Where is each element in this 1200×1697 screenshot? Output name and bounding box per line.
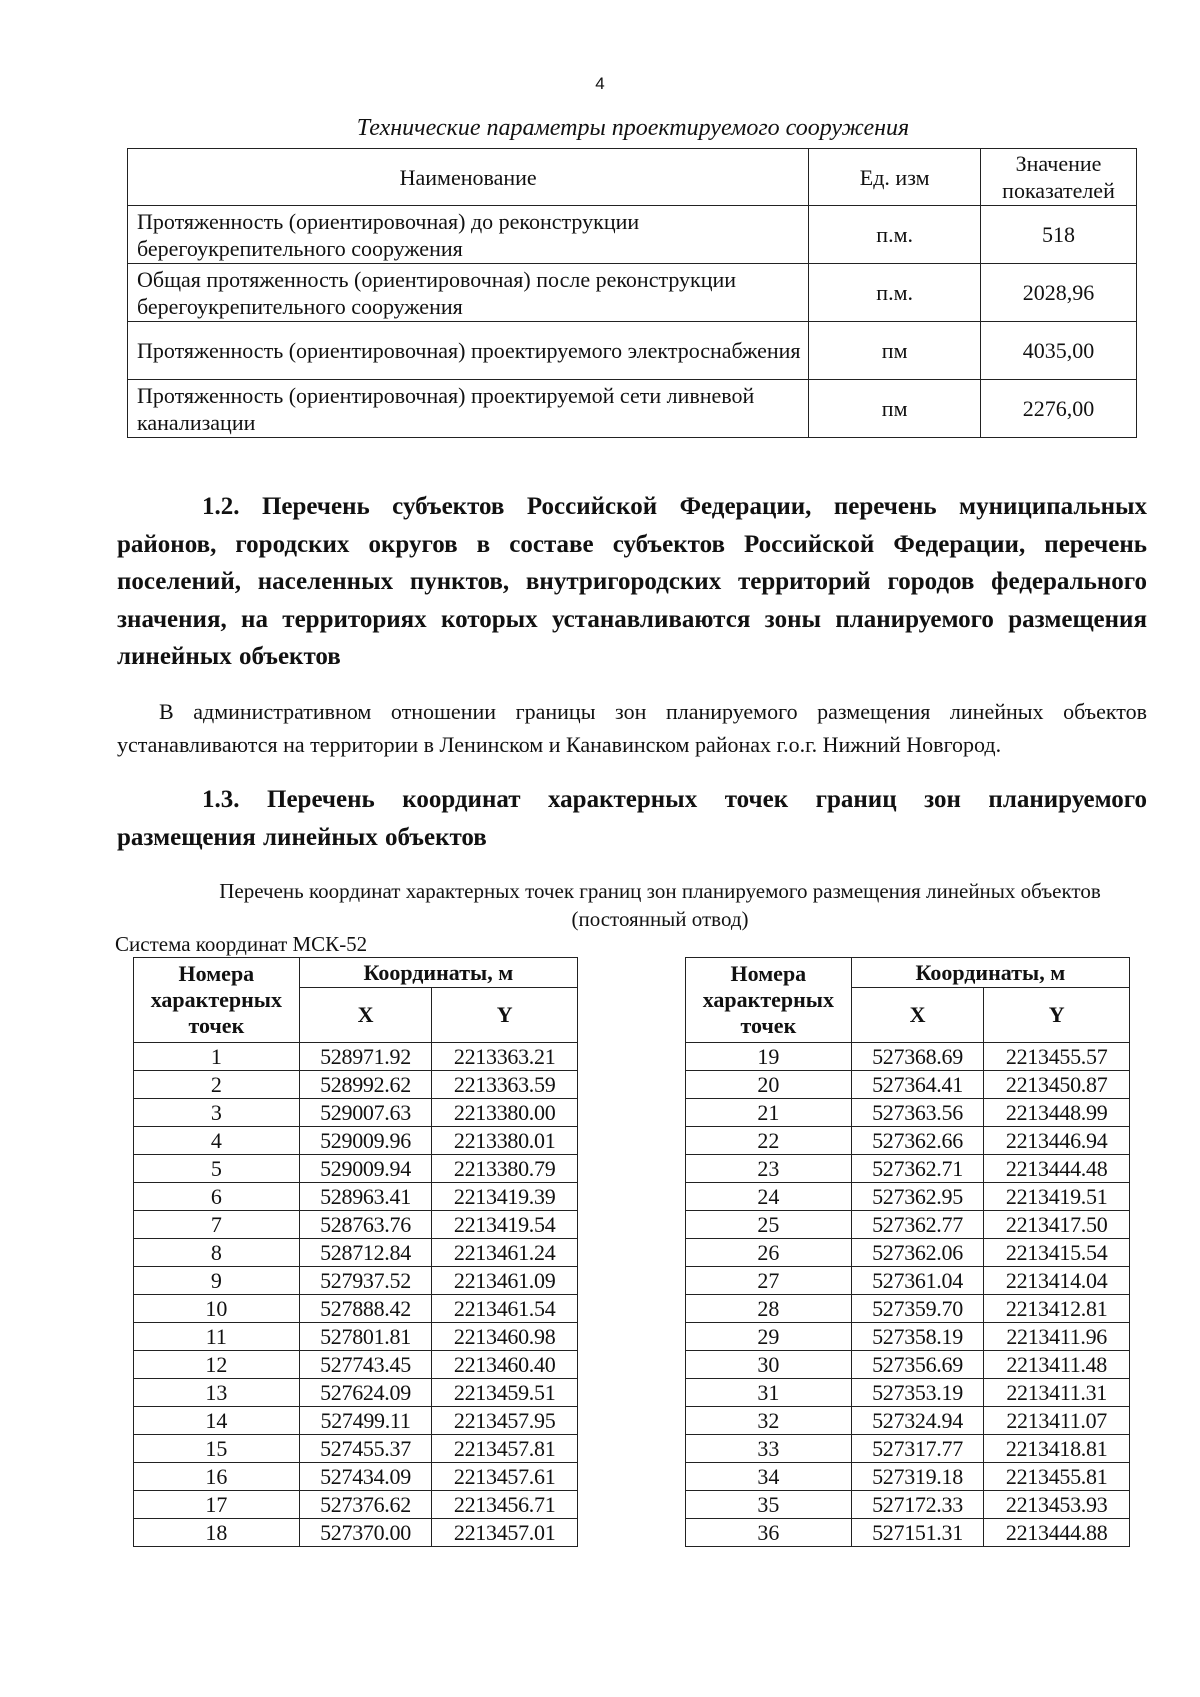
page-number: 4 [595, 74, 605, 93]
point-number: 10 [134, 1295, 300, 1323]
section-1-2-heading [117, 488, 1147, 676]
point-number: 18 [134, 1519, 300, 1547]
coordinate-row [686, 1183, 1130, 1211]
coordinate-row [686, 1043, 1130, 1071]
header-y: Y [432, 988, 578, 1043]
coordinate-x: 528992.62 [299, 1071, 432, 1099]
coordinate-x: 527358.19 [851, 1323, 984, 1351]
coordinate-x: 528712.84 [299, 1239, 432, 1267]
point-number: 16 [134, 1463, 300, 1491]
coordinate-row [686, 1435, 1130, 1463]
coordinate-row [134, 1463, 578, 1491]
point-number: 31 [686, 1379, 852, 1407]
param-name: Протяженность (ориентировочная) проектируемого электроснабжения [128, 322, 809, 380]
params-row [128, 380, 1137, 438]
coordinate-x: 527359.70 [851, 1295, 984, 1323]
coordinate-x: 527324.94 [851, 1407, 984, 1435]
coordinate-x: 527376.62 [299, 1491, 432, 1519]
coordinate-x: 527356.69 [851, 1351, 984, 1379]
coordinate-y: 2213457.95 [432, 1407, 578, 1435]
param-value: 4035,00 [981, 322, 1137, 380]
technical-parameters-table [127, 148, 1137, 438]
coordinate-x: 527434.09 [299, 1463, 432, 1491]
coordinate-y: 2213363.21 [432, 1043, 578, 1071]
coordinate-x: 527364.41 [851, 1071, 984, 1099]
point-number: 32 [686, 1407, 852, 1435]
point-number: 12 [134, 1351, 300, 1379]
coordinate-y: 2213411.48 [984, 1351, 1130, 1379]
coordinate-y: 2213459.51 [432, 1379, 578, 1407]
section-1-2-paragraph: В административном отношении границы зон планируемого размещения линейных объектов устанавливаются на территории в Ленинском и Канавинском районах г.о.г. Нижний Новгород. [117, 699, 1147, 757]
point-number: 2 [134, 1071, 300, 1099]
header-value: Значение показателей [981, 149, 1137, 206]
coordinates-table-right [685, 957, 1130, 1547]
params-table-caption: Технические параметры проектируемого сооружения [356, 115, 910, 141]
coordinate-x: 527151.31 [851, 1519, 984, 1547]
param-name: Протяженность (ориентировочная) проектируемой сети ливневой канализации [128, 380, 809, 438]
param-unit: пм [809, 322, 981, 380]
coordinate-y: 2213444.48 [984, 1155, 1130, 1183]
coordinate-y: 2213456.71 [432, 1491, 578, 1519]
param-name: Протяженность (ориентировочная) до реконструкции берегоукрепительного сооружения [128, 206, 809, 264]
coordinate-row [134, 1407, 578, 1435]
coordinate-y: 2213460.98 [432, 1323, 578, 1351]
coordinate-x: 527363.56 [851, 1099, 984, 1127]
coordinate-row [686, 1127, 1130, 1155]
coordinate-x: 527624.09 [299, 1379, 432, 1407]
coordinate-y: 2213455.57 [984, 1043, 1130, 1071]
coordinate-y: 2213453.93 [984, 1491, 1130, 1519]
coordinate-y: 2213460.40 [432, 1351, 578, 1379]
coordinate-x: 527362.95 [851, 1183, 984, 1211]
point-number: 33 [686, 1435, 852, 1463]
header-name: Наименование [128, 149, 809, 206]
params-header-row [128, 149, 1137, 206]
point-number: 29 [686, 1323, 852, 1351]
coordinate-y: 2213457.61 [432, 1463, 578, 1491]
coordinate-y: 2213448.99 [984, 1099, 1130, 1127]
point-number: 23 [686, 1155, 852, 1183]
point-number: 21 [686, 1099, 852, 1127]
coordinate-row [686, 1463, 1130, 1491]
coordinate-x: 527361.04 [851, 1267, 984, 1295]
coordinate-y: 2213461.24 [432, 1239, 578, 1267]
coordinate-row [134, 1379, 578, 1407]
coordinate-row [134, 1071, 578, 1099]
point-number: 24 [686, 1183, 852, 1211]
coordinate-y: 2213415.54 [984, 1239, 1130, 1267]
point-number: 6 [134, 1183, 300, 1211]
header-x: X [851, 988, 984, 1043]
coordinate-y: 2213411.07 [984, 1407, 1130, 1435]
point-number: 14 [134, 1407, 300, 1435]
header-x: X [299, 988, 432, 1043]
param-unit: пм [809, 380, 981, 438]
coordinate-row [134, 1043, 578, 1071]
coordinate-y: 2213414.04 [984, 1267, 1130, 1295]
coordinate-row [686, 1239, 1130, 1267]
coordinate-y: 2213419.39 [432, 1183, 578, 1211]
point-number: 8 [134, 1239, 300, 1267]
point-number: 30 [686, 1351, 852, 1379]
coordinate-row [686, 1267, 1130, 1295]
coordinate-x: 528963.41 [299, 1183, 432, 1211]
point-number: 4 [134, 1127, 300, 1155]
point-number: 3 [134, 1099, 300, 1127]
point-number: 5 [134, 1155, 300, 1183]
coordinate-row [686, 1295, 1130, 1323]
coordinate-row [686, 1407, 1130, 1435]
coordinate-row [134, 1099, 578, 1127]
coordinate-row [134, 1183, 578, 1211]
coordinate-x: 527888.42 [299, 1295, 432, 1323]
coordinate-row [686, 1491, 1130, 1519]
coordinate-y: 2213363.59 [432, 1071, 578, 1099]
coordinate-y: 2213419.54 [432, 1211, 578, 1239]
param-name: Общая протяженность (ориентировочная) после реконструкции берегоукрепительного сооружения [128, 264, 809, 322]
coordinate-x: 528763.76 [299, 1211, 432, 1239]
coordinate-y: 2213461.54 [432, 1295, 578, 1323]
coordinate-row [134, 1351, 578, 1379]
coordinate-y: 2213380.00 [432, 1099, 578, 1127]
coordinate-y: 2213455.81 [984, 1463, 1130, 1491]
params-row [128, 264, 1137, 322]
coordinate-x: 527499.11 [299, 1407, 432, 1435]
point-number: 1 [134, 1043, 300, 1071]
coordinates-left-body [134, 1043, 578, 1547]
coordinate-x: 529007.63 [299, 1099, 432, 1127]
coordinate-system-label: Система координат МСК-52 [115, 932, 368, 956]
point-number: 36 [686, 1519, 852, 1547]
coordinate-y: 2213411.31 [984, 1379, 1130, 1407]
param-unit: п.м. [809, 206, 981, 264]
coordinate-y: 2213457.01 [432, 1519, 578, 1547]
point-number: 27 [686, 1267, 852, 1295]
coordinate-row [686, 1323, 1130, 1351]
coordinate-row [134, 1155, 578, 1183]
coordinate-row [134, 1127, 578, 1155]
header-unit: Ед. изм [809, 149, 981, 206]
point-number: 17 [134, 1491, 300, 1519]
header-coordinates: Координаты, м [299, 958, 577, 988]
coordinate-x: 527937.52 [299, 1267, 432, 1295]
coordinate-x: 527743.45 [299, 1351, 432, 1379]
section-1-3-heading-text: 1.3. Перечень координат характерных точек границ зон планируемого размещения линейных объектов [117, 786, 1147, 851]
coordinate-row [134, 1435, 578, 1463]
coordinate-x: 527362.77 [851, 1211, 984, 1239]
point-number: 7 [134, 1211, 300, 1239]
coordinate-y: 2213450.87 [984, 1071, 1130, 1099]
coordinate-y: 2213417.50 [984, 1211, 1130, 1239]
param-value: 2028,96 [981, 264, 1137, 322]
coordinate-x: 527319.18 [851, 1463, 984, 1491]
coordinate-x: 527801.81 [299, 1323, 432, 1351]
coordinate-x: 529009.96 [299, 1127, 432, 1155]
point-number: 25 [686, 1211, 852, 1239]
point-number: 22 [686, 1127, 852, 1155]
point-number: 34 [686, 1463, 852, 1491]
coordinate-y: 2213419.51 [984, 1183, 1130, 1211]
coordinate-y: 2213418.81 [984, 1435, 1130, 1463]
header-y: Y [984, 988, 1130, 1043]
coordinate-y: 2213444.88 [984, 1519, 1130, 1547]
header-point-number: Номера характерных точек [134, 958, 300, 1043]
point-number: 11 [134, 1323, 300, 1351]
coordinate-row [686, 1099, 1130, 1127]
coordinate-y: 2213380.01 [432, 1127, 578, 1155]
point-number: 9 [134, 1267, 300, 1295]
coordinates-table-left [133, 957, 578, 1547]
coordinate-row [134, 1239, 578, 1267]
coordinate-row [134, 1211, 578, 1239]
coordinate-row [134, 1323, 578, 1351]
coordinate-y: 2213461.09 [432, 1267, 578, 1295]
coordinates-right-body [686, 1043, 1130, 1547]
coordinate-x: 528971.92 [299, 1043, 432, 1071]
point-number: 35 [686, 1491, 852, 1519]
point-number: 19 [686, 1043, 852, 1071]
param-unit: п.м. [809, 264, 981, 322]
coordinate-row [686, 1071, 1130, 1099]
coordinate-x: 527455.37 [299, 1435, 432, 1463]
coordinate-y: 2213446.94 [984, 1127, 1130, 1155]
coordinate-row [686, 1519, 1130, 1547]
point-number: 26 [686, 1239, 852, 1267]
point-number: 13 [134, 1379, 300, 1407]
coordinate-row [686, 1155, 1130, 1183]
coordinate-row [134, 1519, 578, 1547]
coordinate-y: 2213411.96 [984, 1323, 1130, 1351]
coordinate-x: 527370.00 [299, 1519, 432, 1547]
coordinate-y: 2213412.81 [984, 1295, 1130, 1323]
coordinate-row [686, 1211, 1130, 1239]
coordinate-x: 527362.66 [851, 1127, 984, 1155]
coordinate-y: 2213380.79 [432, 1155, 578, 1183]
coordinate-row [134, 1267, 578, 1295]
coordinate-row [134, 1295, 578, 1323]
section-1-2-heading-text: 1.2. Перечень субъектов Российской Федерации, перечень муниципальных районов, городских округов в составе субъектов Российской Федерации, перечень поселений, населенных пунктов, внутригородских территорий городов федерального значения, на территориях которых устанавливаются зоны планируемого размещения линейных объектов [117, 493, 1147, 670]
coordinates-table-caption: Перечень координат характерных точек границ зон планируемого размещения линейных объектов (постоянный отвод) [219, 879, 1101, 931]
coordinate-x: 527353.19 [851, 1379, 984, 1407]
point-number: 15 [134, 1435, 300, 1463]
coordinate-x: 527172.33 [851, 1491, 984, 1519]
params-row [128, 206, 1137, 264]
coordinate-row [134, 1491, 578, 1519]
coordinate-row [686, 1351, 1130, 1379]
section-1-3-heading [117, 781, 1147, 856]
coordinate-x: 527362.06 [851, 1239, 984, 1267]
coordinate-x: 527368.69 [851, 1043, 984, 1071]
point-number: 28 [686, 1295, 852, 1323]
point-number: 20 [686, 1071, 852, 1099]
param-value: 518 [981, 206, 1137, 264]
header-point-number: Номера характерных точек [686, 958, 852, 1043]
coordinate-x: 527362.71 [851, 1155, 984, 1183]
param-value: 2276,00 [981, 380, 1137, 438]
coordinate-x: 527317.77 [851, 1435, 984, 1463]
coordinate-row [686, 1379, 1130, 1407]
header-coordinates: Координаты, м [851, 958, 1129, 988]
coordinate-x: 529009.94 [299, 1155, 432, 1183]
params-row [128, 322, 1137, 380]
coordinate-y: 2213457.81 [432, 1435, 578, 1463]
